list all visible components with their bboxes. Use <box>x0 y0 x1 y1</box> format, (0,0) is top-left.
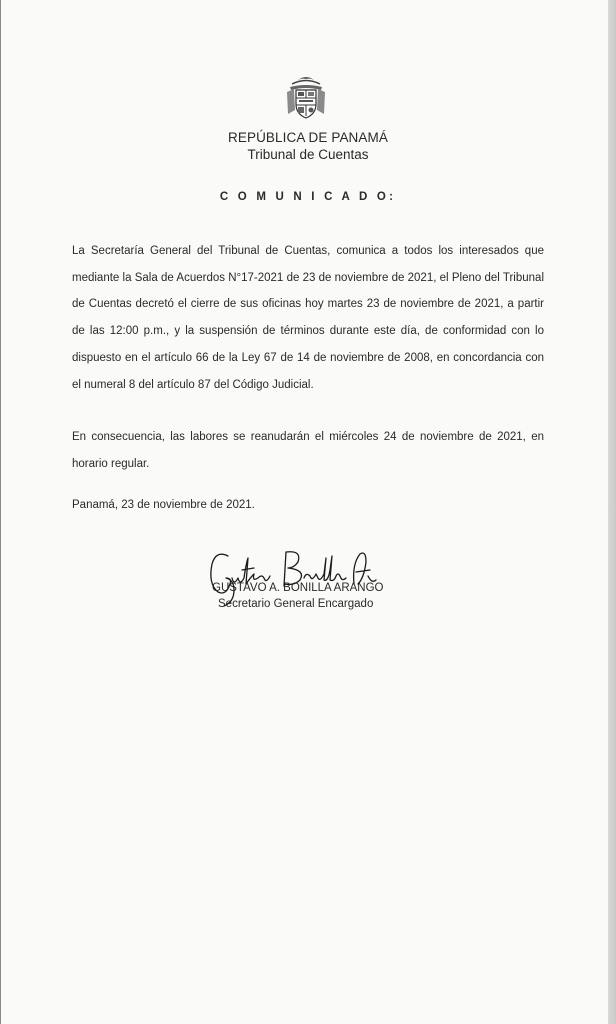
signatory-role: Secretario General Encargado <box>218 598 374 610</box>
signatory-name: GUSTAVO A. BONILLA ARANGO <box>212 582 384 594</box>
document-title: C O M U N I C A D O: <box>219 191 397 203</box>
coat-of-arms-icon <box>284 74 328 120</box>
handwritten-signature <box>206 544 384 610</box>
place-date: Panamá, 23 de noviembre de 2021. <box>72 499 255 511</box>
header-country: REPÚBLICA DE PANAMÁ <box>228 130 388 145</box>
paragraph-announcement: La Secretaría General del Tribunal de Cuentas, comunica a todos los interesados que mediante la Sala de Acuerdos N°17-2021 de 23 de noviembre de 2021, el Pleno del Tribunal de Cuentas decretó el cierre de sus oficinas hoy martes 23 de noviembre de 2021, a partir de las 12:00 p.m., y la suspensión de términos durante este día, de conformidad con lo dispuesto en el artículo 66 de la Ley 67 de 14 de noviembre de 2008, en concordancia con el numeral 8 del artículo 87 del Código Judicial. <box>72 245 544 391</box>
paragraph-consequence: En consecuencia, las labores se reanudarán el miércoles 24 de noviembre de 2021, en horario regular. <box>72 431 544 470</box>
header-institution: Tribunal de Cuentas <box>247 147 369 162</box>
